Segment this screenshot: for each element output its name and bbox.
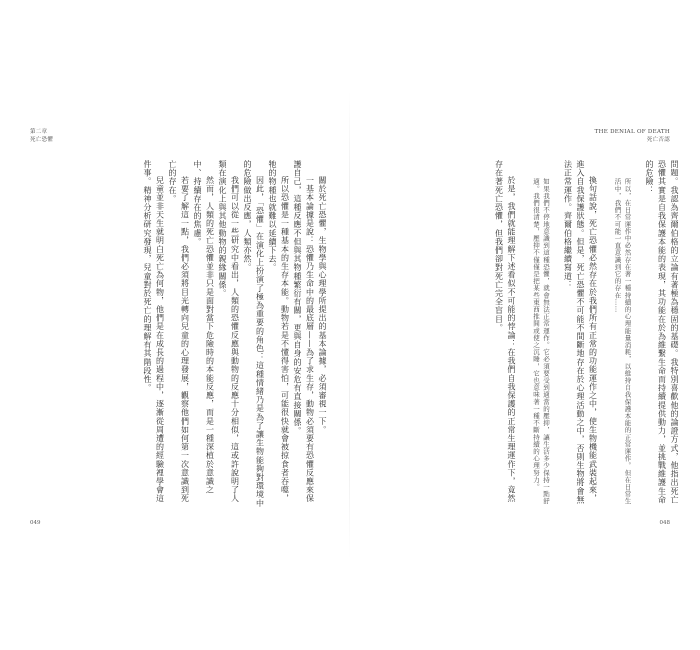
body-paragraph: 我們可以從一些研究中看出，人類的恐懼反應與動物的反應十分相似，這或許說明了人類在演化上與其他動物的親緣關係。 (218, 160, 240, 503)
running-head-right (595, 128, 670, 144)
body-paragraph: 所以恐懼是一種基本的生存本能。動物若是不懂得害怕，可能很快就會被掠食者吞噬，牠的物種也就難以延續下去。 (268, 160, 290, 503)
book-subtitle: 死亡否認 (646, 137, 670, 143)
body-paragraph: 換句話說，死亡恐懼必然存在於我們所有正常的功能運作之中，使生物機能武裝起來，進入自我保護狀態。但是，死亡恐懼不可能不間斷地存在於心理活動之中，否則生物將會無法正常運作。齊爾伯格繼續寫道： (563, 160, 598, 504)
body-paragraph: 若要了解這一點，我們必須將目光轉向兒童的心理發展，觀察他們如何第一次意識到死亡的存在。 (168, 160, 190, 503)
page-number-right: 048 (659, 520, 670, 526)
chapter-number: 第二章 (30, 129, 48, 135)
right-page (350, 0, 700, 650)
body-paragraph: 一基本論據是說：恐懼乃生命中的最底層——為了求生存，動物必須要有恐懼反應來保護自己，這種反應不但與其物種繁衍有關，更與自身的安危有直接關係。 (293, 160, 315, 503)
page-number-left: 049 (30, 520, 41, 526)
body-paragraph: 關於死亡恐懼，生物學與心理學所提出的基本論據，必須審視一下。 (318, 176, 327, 434)
chapter-title: 死亡恐懼 (30, 137, 54, 143)
book-title: THE DENIAL OF DEATH (594, 129, 670, 135)
block-quote: 所以，在日常運作中必然存在著一種持續的心理能量消耗，以維持自我保護本能的正常運作。但在日常生活中，我們不可能一直意識到它的存在…… (613, 178, 632, 505)
body-paragraph: 問題。我認為齊爾伯格的立論有著極為穩固的基礎。我特別喜歡他的論證方式，他指出死亡恐懼其實是自我保護本能的表現，其功能在於為維繫生命而持續提供動力，並挑戰維護生命的危險： (645, 160, 679, 504)
left-page-body (58, 160, 328, 510)
body-paragraph: 因此，「恐懼」在演化上扮演了極為重要的角色：這種情緒乃是為了讓生物能夠對環境中的危險做出反應，人類亦然。 (243, 160, 265, 508)
body-paragraph: 然而，人類的死亡恐懼並非只是面對當下危險時的本能反應，而是一種深植於意識之中、持續存在的焦慮。 (193, 160, 215, 495)
right-page-body (380, 160, 680, 510)
body-paragraph: 兒童並非天生就明白死亡為何物，他們是在成長的過程中，逐漸從周遭的經驗裡學會這件事。精神分析研究發現，兒童對於死亡的理解有其階段性。 (143, 160, 165, 503)
block-quote: 如果我們不停地意識到這種恐懼，就會無法正常運作。它必須要受到適當的壓抑，讓生活多少保持一點舒適。我們很清楚，壓抑不僅僅是把某些東西推開或使之沉睡，它也意味著一種不斷持續的心理努力。 (532, 178, 550, 505)
running-head-left (30, 128, 53, 144)
body-paragraph: 於是，我們就能理解下述看似不可能的悖論：在我們自我保護的正常生理運作下，竟然存在著死亡恐懼，但我們卻對死亡完全盲目。 (494, 160, 516, 503)
